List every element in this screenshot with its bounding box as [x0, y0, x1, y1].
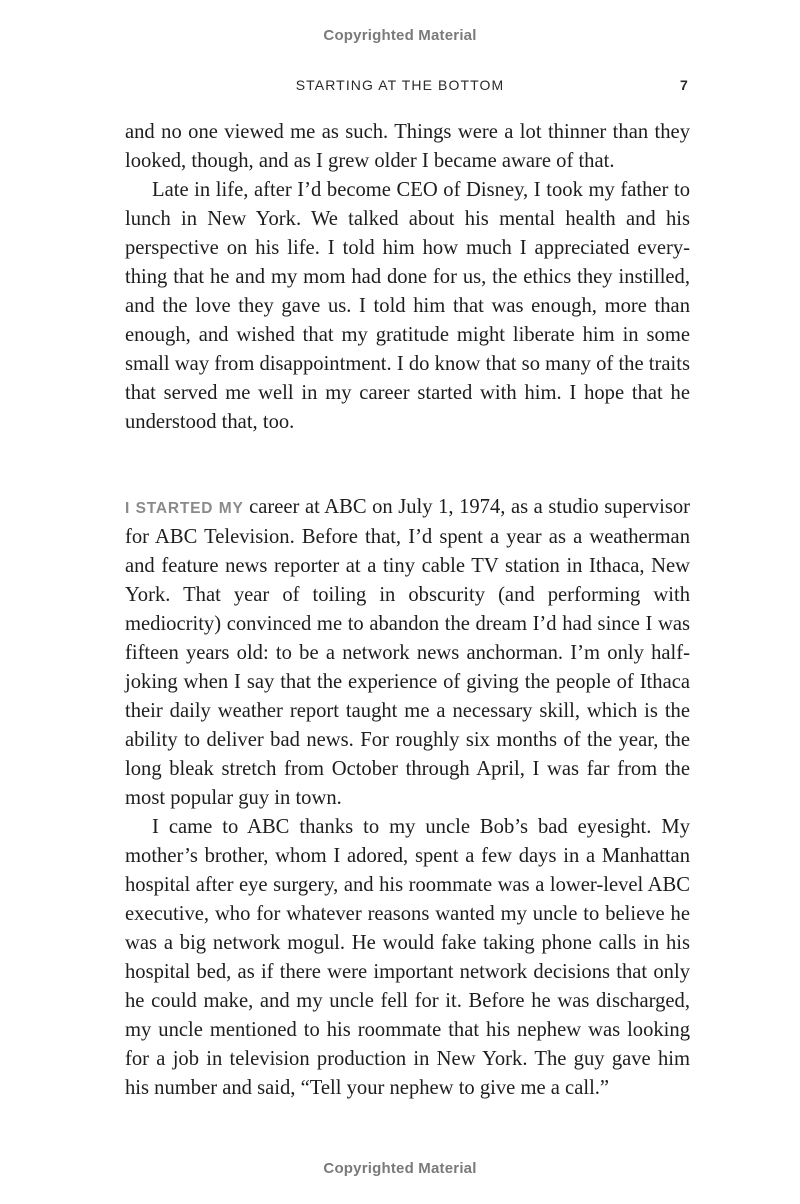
section-two	[125, 493, 690, 1103]
running-header	[0, 77, 800, 97]
paragraph-career-start-text: career at ABC on July 1, 1974, as a studio supervisor for ABC Television. Before that, I’d spent a year as a weatherman and feature news reporter at a tiny cable TV station in Ithaca, New York. That year of toiling in obscurity (and performing with mediocrity) convinced me to abandon the dream I’d had since I was fifteen years old: to be a network news anchorman. I’m only half-joking when I say that the experience of giving the people of Ithaca their daily weather report taught me a necessary skill, which is the ability to deliver bad news. For roughly six months of the year, the long bleak stretch from October through April, I was far from the most popular guy in town.	[125, 496, 690, 809]
paragraph-continued: and no one viewed me as such. Things were a lot thinner than they looked, though, and as I grew older I became aware of that.	[125, 121, 690, 172]
paragraph-career-start	[125, 493, 690, 813]
section-lead-in: I STARTED MY	[125, 500, 244, 517]
page-number: 7	[680, 77, 688, 93]
copyright-watermark-bottom: Copyrighted Material	[323, 1160, 477, 1177]
running-title: STARTING AT THE BOTTOM	[295, 77, 505, 93]
paragraph-uncle-bob: I came to ABC thanks to my uncle Bob’s bad eyesight. My mother’s brother, whom I adored, spent a few days in a Manhattan hospital after eye surgery, and his roommate was a lower-level ABC executive, who for whatever reasons wanted my uncle to believe he was a big network mogul. He would fake taking phone calls in his hospital bed, as if there were important network decisions that only he could make, and my uncle fell for it. Before he was discharged, my uncle mentioned to his roommate that his nephew was looking for a job in television production in New York. The guy gave him his number and said, “Tell your nephew to give me a call.”	[125, 816, 690, 1099]
copyright-watermark-top: Copyrighted Material	[323, 27, 477, 44]
section-one	[125, 118, 690, 437]
paragraph-father-lunch: Late in life, after I’d become CEO of Disney, I took my father to lunch in New York. We talked about his mental health and his perspective on his life. I told him how much I appreciated everything that he and my mom had done for us, the ethics they instilled, and the love they gave us. I told him that was enough, more than enough, and wished that my gratitude might liberate him in some small way from disappointment. I do know that so many of the traits that served me well in my career started with him. I hope that he understood that, too.	[125, 179, 690, 433]
